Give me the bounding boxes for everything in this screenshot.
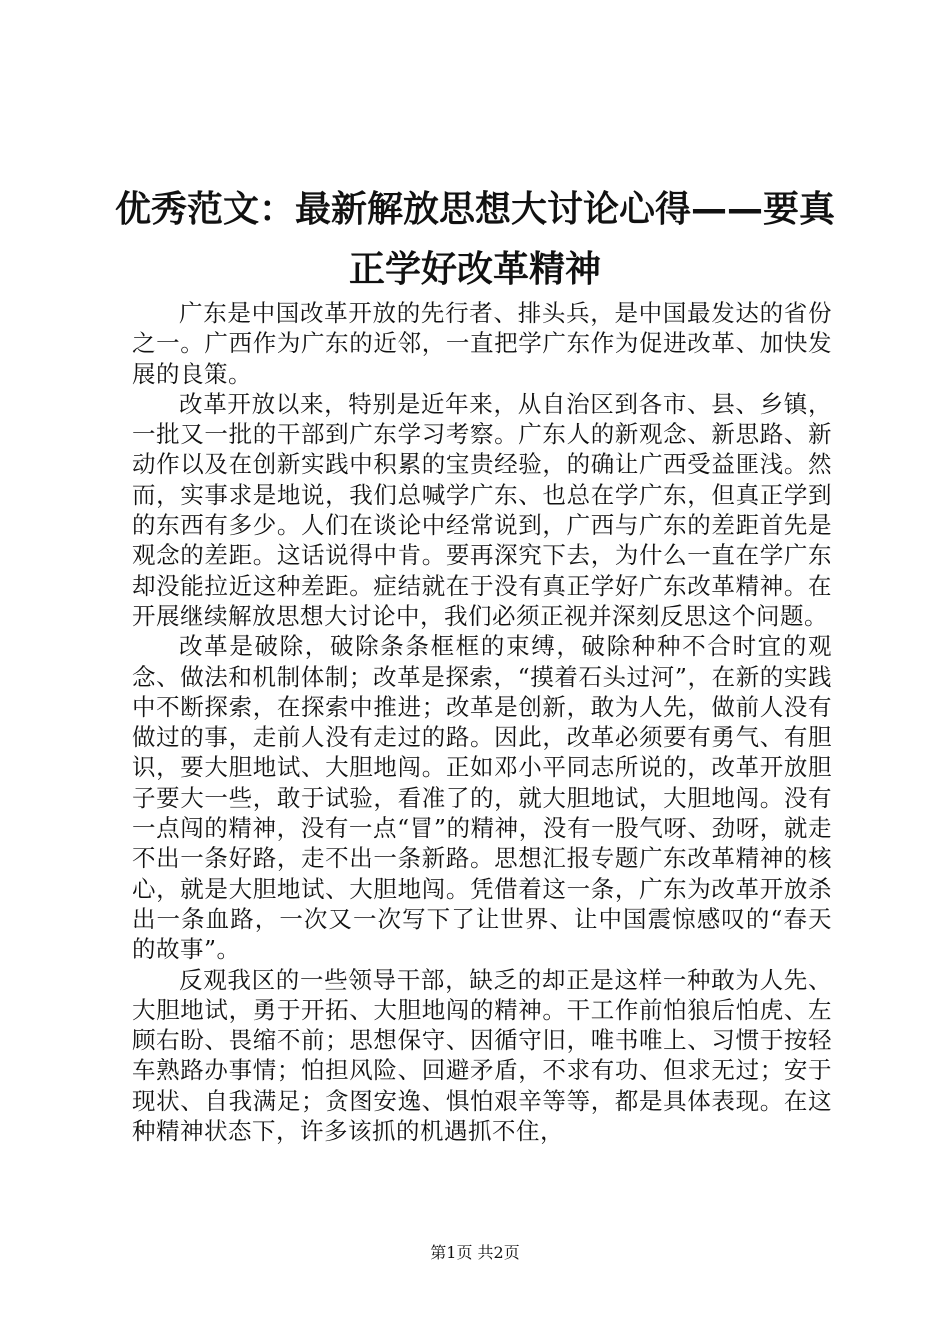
title-line-1: 优秀范文：最新解放思想大讨论心得——要真 xyxy=(114,189,835,230)
paragraph: 广东是中国改革开放的先行者、排头兵，是中国最发达的省份之一。广西作为广东的近邻，一直把学广东作为促进改革、加快发展的良策。 xyxy=(132,299,832,388)
document-body xyxy=(132,298,832,1146)
title-line-2: 正学好改革精神 xyxy=(348,249,601,290)
paragraph: 改革是破除，破除条条框框的束缚，破除种种不合时宜的观念、做法和机制体制；改革是探索，“摸着石头过河”，在新的实践中不断探索，在探索中推进；改革是创新，敢为人先，做前人没有做过的事，走前人没有走过的路。因此，改革必须要有勇气、有胆识，要大胆地试、大胆地闯。正如邓小平同志所说的，改革开放胆子要大一些，敢于试验，看准了的，就大胆地试，大胆地闯。没有一点闯的精神，没有一点“冒”的精神，没有一股气呀、劲呀，就走不出一条好路，走不出一条新路。思想汇报专题广东改革精神的核心，就是大胆地试、大胆地闯。凭借着这一条，广东为改革开放杀出一条血路，一次又一次写下了让世界、让中国震惊感叹的“春天的故事”。 xyxy=(132,632,832,964)
page-footer: 第1页 共2页 xyxy=(430,1243,520,1262)
paragraph: 反观我区的一些领导干部，缺乏的却正是这样一种敢为人先、大胆地试，勇于开拓、大胆地闯的精神。干工作前怕狼后怕虎、左顾右盼、畏缩不前；思想保守、因循守旧，唯书唯上、习惯于按轻车熟路办事情；怕担风险、回避矛盾，不求有功、但求无过；安于现状、自我满足；贪图安逸、惧怕艰辛等等，都是具体表现。在这种精神状态下，许多该抓的机遇抓不住， xyxy=(132,965,832,1146)
paragraph: 改革开放以来，特别是近年来，从自治区到各市、县、乡镇，一批又一批的干部到广东学习考察。广东人的新观念、新思路、新动作以及在创新实践中积累的宝贵经验，的确让广西受益匪浅。然而，实事求是地说，我们总喊学广东、也总在学广东，但真正学到的东西有多少。人们在谈论中经常说到，广西与广东的差距首先是观念的差距。这话说得中肯。要再深究下去，为什么一直在学广东却没能拉近这种差距。症结就在于没有真正学好广东改革精神。在开展继续解放思想大讨论中，我们必须正视并深刻反思这个问题。 xyxy=(132,389,832,630)
document-title xyxy=(100,180,850,300)
